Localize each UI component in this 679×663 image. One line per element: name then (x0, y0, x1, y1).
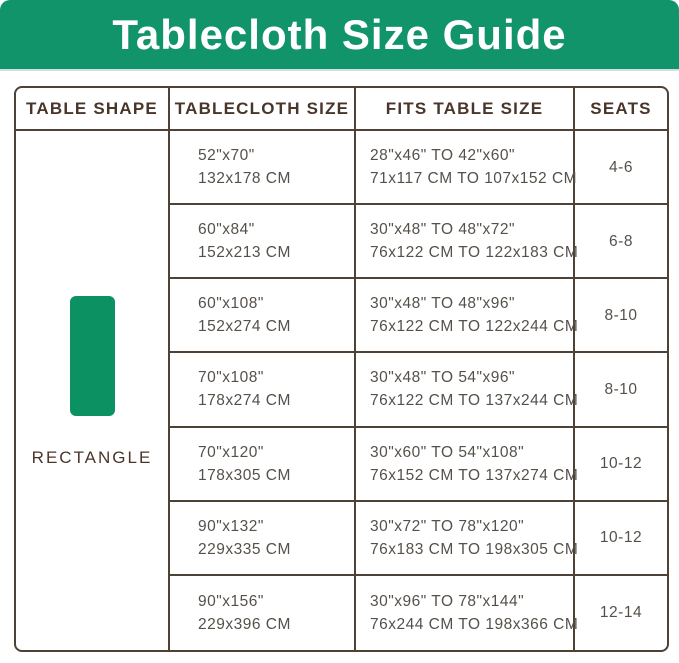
size-cm: 229x335 CM (198, 540, 291, 558)
header-cell-tablecloth-size: TABLECLOTH SIZE (170, 88, 356, 131)
size-cm: 152x274 CM (198, 318, 291, 336)
tablecloth-size-cell (170, 428, 356, 502)
fits-table-size-cell (356, 205, 579, 279)
page-title: Tablecloth Size Guide (112, 10, 567, 58)
seats-cell (575, 502, 667, 576)
seats-cell (575, 205, 667, 279)
fits-inches: 30"x60" TO 54"x108" (370, 443, 525, 461)
tablecloth-size-cell (170, 353, 356, 427)
seats-value: 8-10 (604, 380, 638, 398)
seats-cell (575, 353, 667, 427)
tablecloth-size-cell (170, 205, 356, 279)
fits-table-size-cell (356, 428, 579, 502)
fits-inches: 28"x46" TO 42"x60" (370, 147, 516, 165)
seats-value: 10-12 (599, 455, 643, 473)
fits-cm: 76x244 CM TO 198x366 CM (370, 615, 579, 633)
rectangle-shape-icon (70, 296, 115, 416)
title-banner (0, 0, 679, 71)
fits-table-size-cell (356, 502, 579, 576)
fits-table-size-cell (356, 576, 579, 650)
fits-cm: 76x152 CM TO 137x274 CM (370, 466, 579, 484)
size-inches: 60"x108" (198, 295, 264, 313)
size-inches: 90"x156" (198, 592, 264, 610)
seats-cell (575, 279, 667, 353)
seats-cell (575, 576, 667, 650)
fits-cm: 76x122 CM TO 122x183 CM (370, 244, 579, 262)
seats-value: 8-10 (604, 306, 638, 324)
table-shape-cell (16, 131, 170, 650)
size-cm: 178x305 CM (198, 466, 291, 484)
seats-value: 6-8 (609, 232, 633, 250)
seats-cell (575, 428, 667, 502)
header-cell-seats: SEATS (575, 88, 667, 131)
fits-cm: 76x122 CM TO 122x244 CM (370, 318, 579, 336)
fits-cm: 71x117 CM TO 107x152 CM (370, 170, 578, 188)
tablecloth-size-cell (170, 279, 356, 353)
fits-inches: 30"x96" TO 78"x144" (370, 592, 525, 610)
fits-table-size-cell (356, 131, 578, 205)
fits-cm: 76x122 CM TO 137x244 CM (370, 392, 579, 410)
seats-value: 10-12 (599, 529, 643, 547)
size-inches: 90"x132" (198, 517, 264, 535)
fits-cm: 76x183 CM TO 198x305 CM (370, 540, 579, 558)
tablecloth-size-cell (170, 576, 356, 650)
seats-value: 4-6 (609, 158, 633, 176)
shape-label: RECTANGLE (31, 447, 153, 467)
tablecloth-size-guide-table (14, 86, 669, 652)
size-inches: 70"x108" (198, 369, 264, 387)
size-cm: 132x178 CM (198, 170, 291, 188)
size-cm: 178x274 CM (198, 392, 291, 410)
seats-value: 12-14 (599, 604, 643, 622)
size-cm: 229x396 CM (198, 615, 291, 633)
size-inches: 52"x70" (198, 147, 255, 165)
seats-cell (575, 131, 667, 205)
fits-inches: 30"x48" TO 54"x96" (370, 369, 516, 387)
fits-table-size-cell (356, 279, 579, 353)
size-cm: 152x213 CM (198, 244, 291, 262)
fits-inches: 30"x72" TO 78"x120" (370, 517, 525, 535)
tablecloth-size-cell (170, 502, 356, 576)
fits-inches: 30"x48" TO 48"x96" (370, 295, 516, 313)
fits-inches: 30"x48" TO 48"x72" (370, 221, 516, 239)
size-inches: 70"x120" (198, 443, 264, 461)
fits-table-size-cell (356, 353, 579, 427)
header-cell-fits-table-size: FITS TABLE SIZE (356, 88, 575, 131)
size-inches: 60"x84" (198, 221, 255, 239)
tablecloth-size-cell (170, 131, 356, 205)
header-cell-table-shape: TABLE SHAPE (16, 88, 170, 131)
